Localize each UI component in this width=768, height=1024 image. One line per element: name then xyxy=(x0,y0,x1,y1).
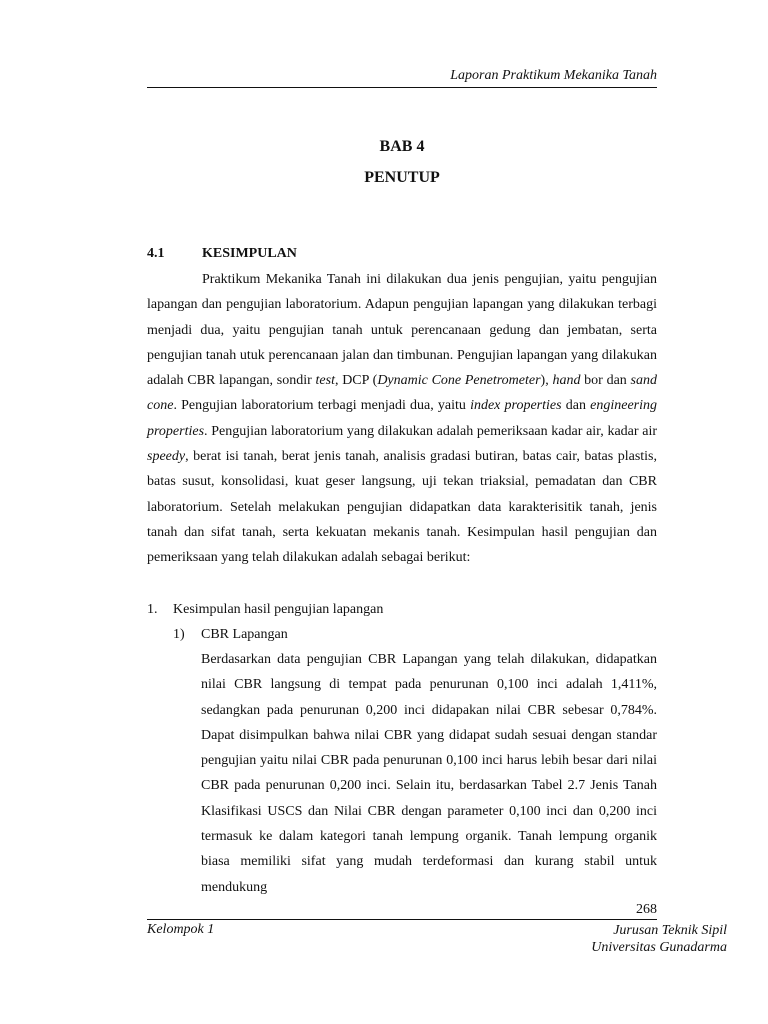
paragraph-run-italic: hand xyxy=(552,373,581,389)
section-title: KESIMPULAN xyxy=(202,246,297,261)
paragraph-run: Praktikum Mekanika Tanah ini dilakukan dua jenis pengujian, yaitu pengujian lapangan dan pengujian laboratorium. Adapun pengujian lapangan yang dilakukan terbagi menjadi dua, yaitu pengujian tanah untuk perencanaan gedung dan jembatan, serta pengujian tanah utuk perencanaan jalan dan timbunan. Pengujian lapangan yang dilakukan adalah CBR lapangan, sondir xyxy=(147,272,657,389)
running-header: Laporan Praktikum Mekanika Tanah xyxy=(147,68,657,88)
footer-department: Jurusan Teknik Sipil xyxy=(613,923,727,938)
footer-group: Kelompok 1 xyxy=(147,922,215,937)
paragraph-run-italic: Dynamic Cone Penetrometer xyxy=(377,373,541,389)
section-heading xyxy=(147,246,297,262)
list-item-level2 xyxy=(173,622,288,647)
paragraph-run: , berat isi tanah, berat jenis tanah, analisis gradasi butiran, batas cair, batas plastis, batas susut, konsolidasi, kuat geser langsung, uji tekan triaksial, pemadatan dan CBR laboratorium. Setelah melakukan pengujian didapatkan data karakterisitik tanah, jenis tanah dan sifat tanah, serta kekuatan mekanis tanah. Kesimpulan hasil pengujian dan pemeriksaan yang telah dilakukan adalah sebagai berikut: xyxy=(147,449,657,566)
paragraph-run: bor dan xyxy=(580,373,631,389)
paragraph-run: . Pengujian laboratorium terbagi menjadi dua, yaitu xyxy=(173,398,471,414)
list-number: 1) xyxy=(173,627,185,642)
paragraph-run-italic: test xyxy=(315,373,335,389)
chapter-number: BAB 4 xyxy=(379,138,425,155)
conclusion-paragraph xyxy=(147,267,657,571)
paragraph-run-italic: engineering properties xyxy=(147,398,657,439)
paragraph-run-italic: speedy xyxy=(147,449,186,465)
list-label: Kesimpulan hasil pengujian lapangan xyxy=(173,602,384,617)
list-label: CBR Lapangan xyxy=(201,627,288,642)
page-number: 268 xyxy=(636,902,657,917)
cbr-text: Berdasarkan data pengujian CBR Lapangan yang telah dilakukan, didapatkan nilai CBR langsung di tempat pada penurunan 0,100 inci adalah 1,411%, sedangkan pada penurunan 0,200 inci didapakan nilai CBR sebesar 0,784%. Dapat disimpulkan bahwa nilai CBR yang didapat sudah sesuai dengan standar pengujian yaitu nilai CBR pada penurunan 0,100 inci harus lebih besar dari nilai CBR pada penurunan 0,200 inci. Selain itu, berdasarkan Tabel 2.7 Jenis Tanah Klasifikasi USCS dan Nilai CBR dengan parameter 0,100 inci dan 0,200 inci termasuk ke dalam kategori tanah lempung organik. Tanah lempung organik biasa memiliki sifat yang mudah terdeformasi dan kurang stabil untuk mendukung xyxy=(201,652,657,895)
chapter-title: PENUTUP xyxy=(364,169,440,186)
paragraph-run-italic: sand cone xyxy=(147,373,657,414)
list-number: 1. xyxy=(147,602,158,617)
footer-divider xyxy=(147,919,657,920)
paragraph-run-italic: index properties xyxy=(470,398,562,414)
footer-institution xyxy=(447,922,727,956)
section-number: 4.1 xyxy=(147,246,165,261)
list-item-level1 xyxy=(147,597,383,622)
cbr-paragraph xyxy=(201,647,657,900)
footer-university: Universitas Gunadarma xyxy=(591,940,727,955)
paragraph-run: dan xyxy=(561,398,591,414)
paragraph-run: , DCP ( xyxy=(334,373,378,389)
paragraph-run: ), xyxy=(540,373,553,389)
paragraph-run: . Pengujian laboratorium yang dilakukan adalah pemeriksaan kadar air, kadar air xyxy=(204,423,657,439)
